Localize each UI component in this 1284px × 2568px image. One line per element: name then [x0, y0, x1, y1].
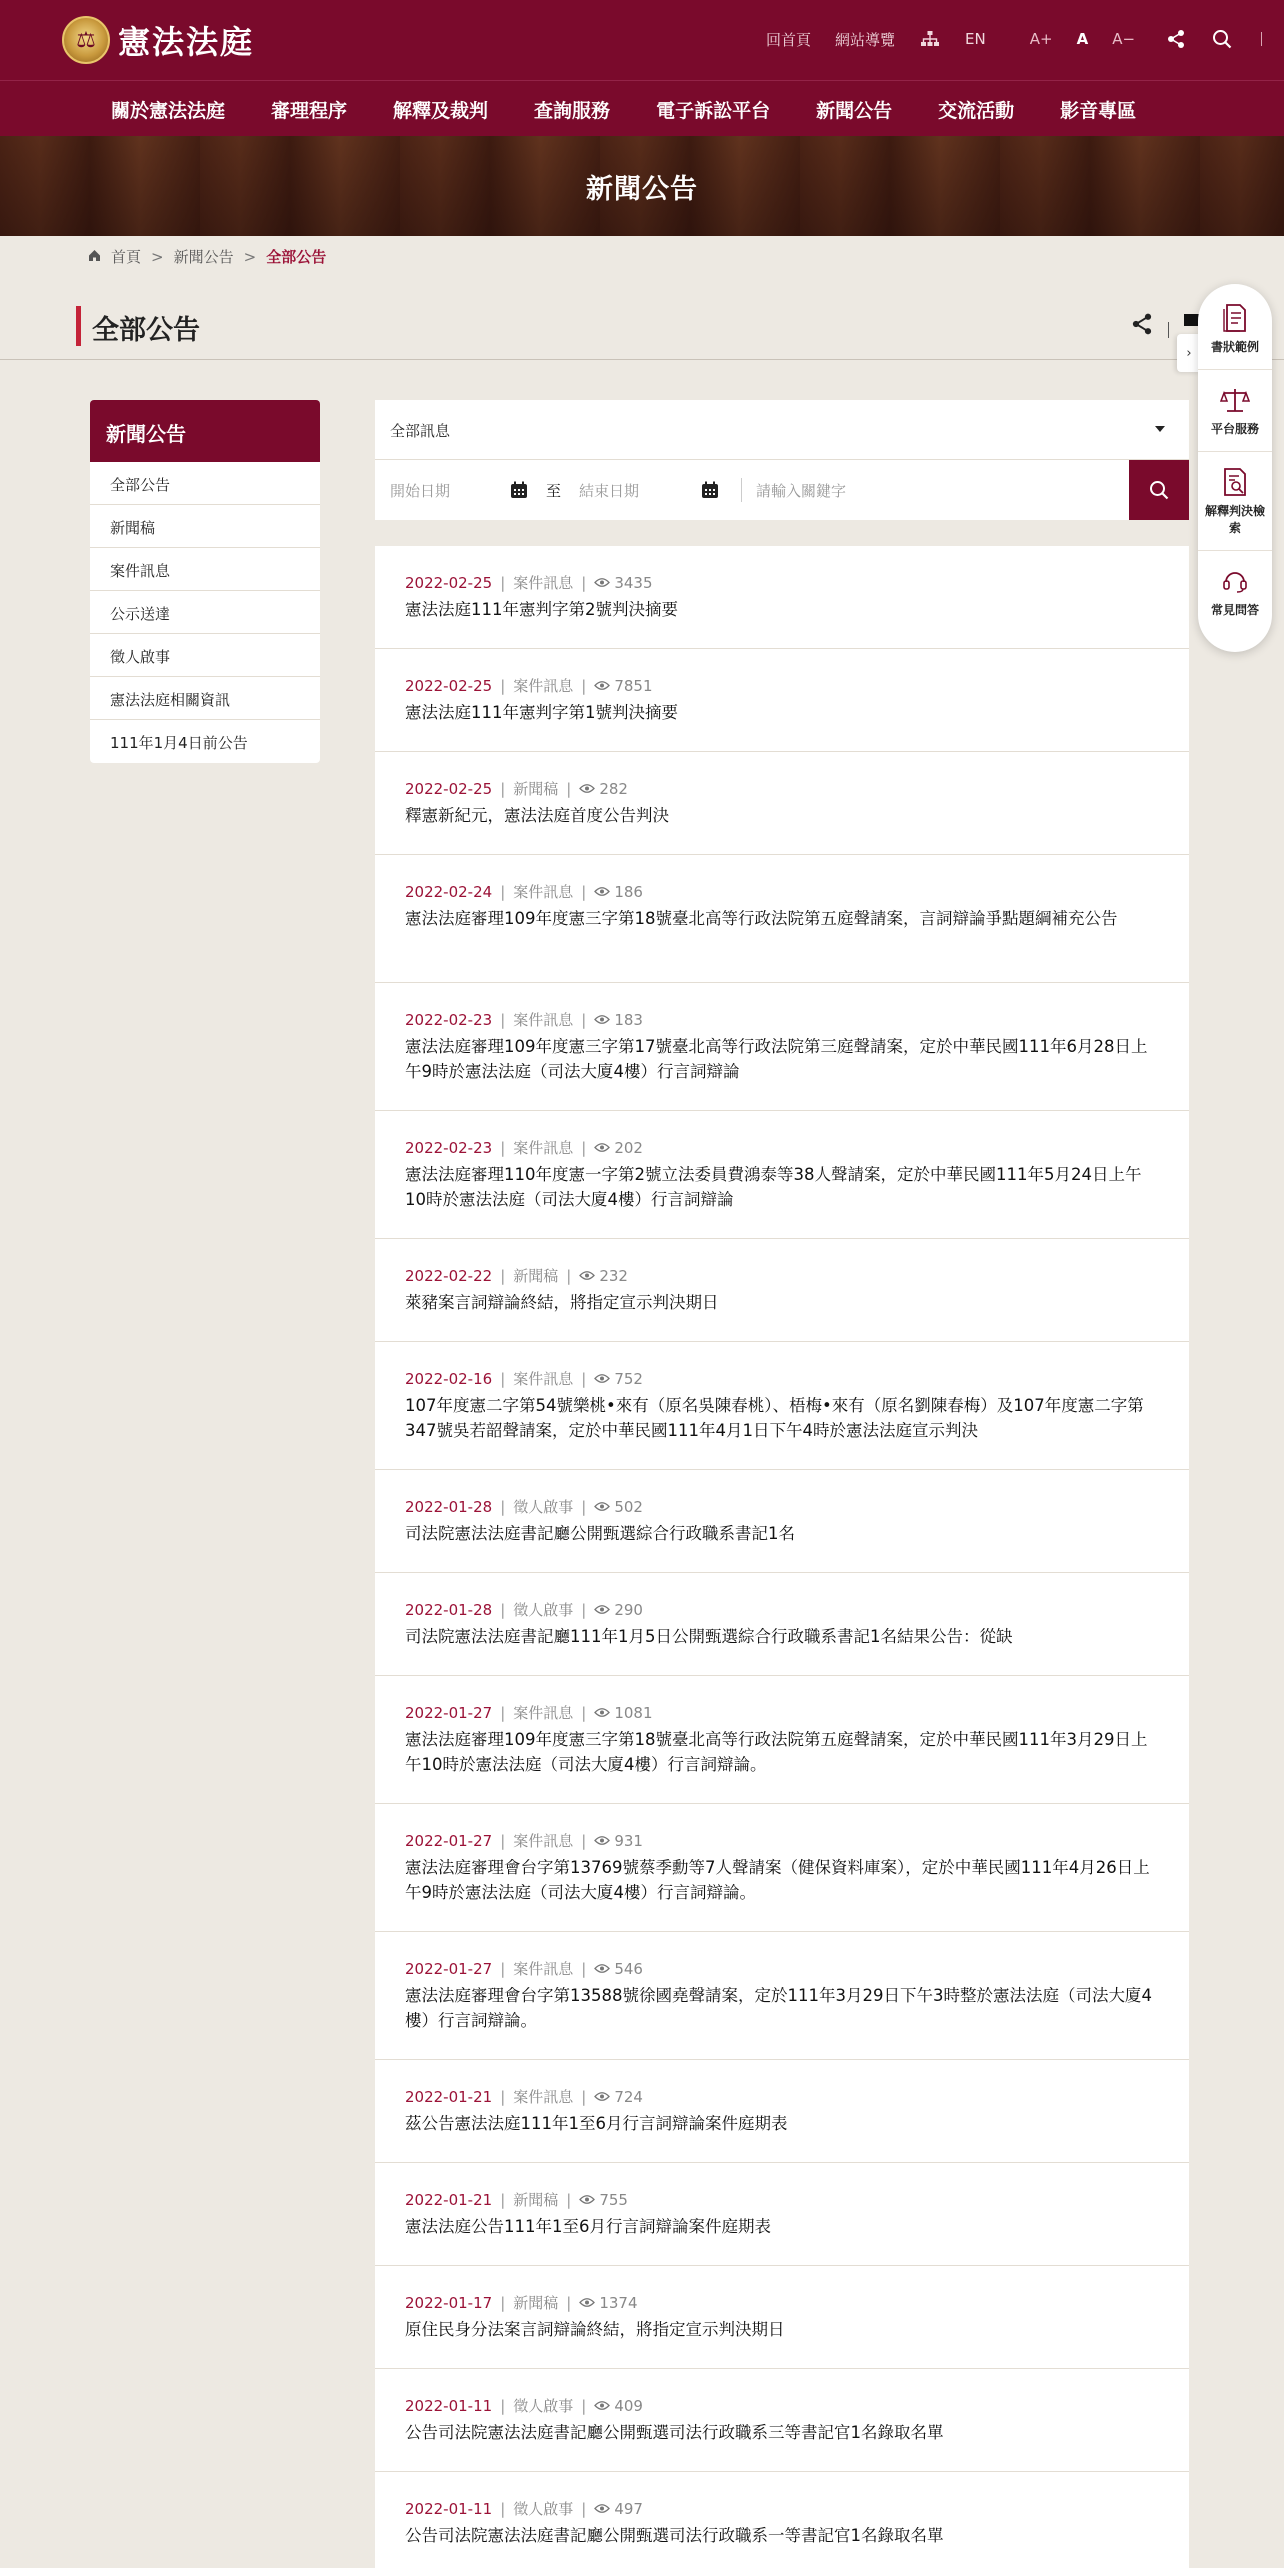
news-title[interactable]: 公告司法院憲法法庭書記廳公開甄選司法行政職系三等書記官1名錄取名單: [405, 2423, 944, 2442]
news-item[interactable]: [375, 2163, 1189, 2266]
news-date: 2022-02-24: [405, 882, 493, 901]
meta-separator: |: [500, 1266, 506, 1285]
meta-separator: |: [581, 1010, 587, 1029]
float-item-templates[interactable]: [1198, 302, 1272, 369]
meta-separator: |: [581, 1959, 587, 1978]
sidebar-item-public-notice[interactable]: 公示送達: [90, 591, 320, 634]
news-item[interactable]: [375, 752, 1189, 855]
news-views: 409: [614, 2396, 643, 2415]
news-category: 案件訊息: [513, 574, 574, 592]
sidebar-item-related-info[interactable]: 憲法法庭相關資訊: [90, 677, 320, 720]
meta-separator: |: [500, 779, 506, 798]
banner-title: 新聞公告: [586, 173, 698, 205]
news-category: 案件訊息: [513, 1960, 574, 1978]
news-item[interactable]: [375, 1676, 1189, 1804]
news-meta: [405, 1830, 1159, 1851]
home-icon: [88, 248, 101, 266]
news-category: 案件訊息: [513, 883, 574, 901]
news-date: 2022-02-23: [405, 1010, 493, 1029]
meta-separator: |: [581, 882, 587, 901]
breadcrumb: [88, 246, 326, 267]
news-date: 2022-02-22: [405, 1266, 493, 1285]
news-date: 2022-01-27: [405, 1831, 493, 1850]
breadcrumb-separator: >: [243, 247, 257, 266]
meta-separator: |: [581, 1369, 587, 1388]
news-date: 2022-01-11: [405, 2396, 493, 2415]
header-divider: [1261, 32, 1262, 46]
float-label: 書狀範例: [1210, 340, 1259, 354]
news-item[interactable]: [375, 1111, 1189, 1239]
news-views: 186: [614, 882, 643, 901]
news-meta: [405, 572, 1159, 593]
news-title[interactable]: 憲法法庭審理110年度憲一字第2號立法委員費鴻泰等38人聲請案，定於中華民國111年5月24日上午10時於憲法法庭（司法大廈4樓）行言詞辯論: [405, 1165, 1142, 1209]
meta-separator: |: [500, 1959, 506, 1978]
news-title[interactable]: 憲法法庭審理會台字第13588號徐國堯聲請案，定於111年3月29日下午3時整於憲法法庭（司法大廈4樓）行言詞辯論。: [405, 1986, 1152, 2030]
keyword-input[interactable]: 請輸入關鍵字: [756, 481, 847, 500]
news-meta: [405, 1368, 1159, 1389]
sidebar-title: 新聞公告: [90, 400, 320, 462]
news-item[interactable]: [375, 1470, 1189, 1573]
meta-separator: |: [581, 1703, 587, 1722]
news-category: 案件訊息: [513, 1011, 574, 1029]
category-value: 全部訊息: [390, 422, 451, 440]
news-date: 2022-01-21: [405, 2087, 493, 2106]
sidebar-item-recruitment[interactable]: 徵人啟事: [90, 634, 320, 677]
news-title[interactable]: 憲法法庭審理109年度憲三字第18號臺北高等行政法院第五庭聲請案，言詞辯論爭點題綱補充公告: [405, 909, 1118, 928]
meta-separator: |: [500, 882, 506, 901]
eye-icon: [594, 1373, 610, 1384]
news-date: 2022-02-25: [405, 573, 493, 592]
float-item-platform[interactable]: [1198, 369, 1272, 451]
chevron-down-icon: [1155, 426, 1165, 432]
eye-icon: [594, 2091, 610, 2102]
news-category: 新聞稿: [513, 2294, 559, 2312]
meta-separator: |: [566, 779, 572, 798]
nav-rulings[interactable]: 解釋及裁判: [393, 99, 489, 122]
news-title[interactable]: 憲法法庭111年憲判字第1號判決摘要: [405, 703, 678, 722]
meta-separator: |: [566, 2293, 572, 2312]
eye-icon: [579, 783, 595, 794]
news-date: 2022-01-27: [405, 1959, 493, 1978]
news-title[interactable]: 憲法法庭公告111年1至6月行言詞辯論案件庭期表: [405, 2217, 771, 2236]
main-nav: [0, 80, 1284, 136]
calendar-icon[interactable]: [701, 481, 719, 499]
site-logo[interactable]: [62, 16, 254, 64]
sidebar-item-archive[interactable]: 111年1月4日前公告: [110, 734, 248, 752]
news-item[interactable]: [375, 983, 1189, 1111]
meta-separator: |: [500, 1703, 506, 1722]
meta-separator: |: [581, 2087, 587, 2106]
meta-separator: |: [500, 573, 506, 592]
news-category: 新聞稿: [513, 2191, 559, 2209]
share-icon[interactable]: [1165, 28, 1187, 50]
float-label: 解釋判決檢索: [1204, 504, 1265, 535]
scales-icon: [1202, 384, 1268, 416]
meta-separator: |: [500, 2190, 506, 2209]
news-views: 183: [614, 1010, 643, 1029]
font-normal-button[interactable]: A: [1076, 30, 1089, 48]
page-share-icon[interactable]: [1130, 312, 1154, 340]
news-meta: [405, 2395, 1159, 2416]
meta-separator: |: [500, 1497, 506, 1516]
page-banner: [0, 136, 1284, 236]
news-category: 案件訊息: [513, 1704, 574, 1722]
meta-separator: |: [500, 1010, 506, 1029]
meta-separator: |: [500, 676, 506, 695]
site-header: [0, 0, 1284, 80]
news-title[interactable]: 憲法法庭審理會台字第13769號蔡季勳等7人聲請案（健保資料庫案），定於中華民國111年4月26日上午9時於憲法法庭（司法大廈4樓）行言詞辯論。: [405, 1858, 1150, 1902]
meta-separator: |: [500, 1831, 506, 1850]
news-title[interactable]: 原住民身分法案言詞辯論終結，將指定宣示判決期日: [405, 2320, 785, 2339]
eye-icon: [594, 1604, 610, 1615]
news-meta: [405, 881, 1159, 902]
news-item[interactable]: [375, 546, 1189, 649]
font-size-controls: [1030, 30, 1135, 48]
font-larger-button[interactable]: A+: [1029, 30, 1053, 48]
news-date: 2022-02-16: [405, 1369, 493, 1388]
news-category: 徵人啟事: [513, 1498, 574, 1516]
news-title[interactable]: 司法院憲法法庭書記廳公開甄選綜合行政職系書記1名: [405, 1524, 795, 1543]
calendar-icon[interactable]: [510, 481, 528, 499]
news-title[interactable]: 憲法法庭審理109年度憲三字第18號臺北高等行政法院第五庭聲請案，定於中華民國111年3月29日上午10時於憲法法庭（司法大廈4樓）行言詞辯論。: [405, 1730, 1148, 1774]
news-meta: [405, 1265, 1159, 1286]
news-title[interactable]: 釋憲新紀元，憲法法庭首度公告判決: [405, 806, 669, 825]
meta-separator: |: [500, 2087, 506, 2106]
search-icon: [1149, 480, 1169, 500]
news-title[interactable]: 憲法法庭審理109年度憲三字第17號臺北高等行政法院第三庭聲請案，定於中華民國111年6月28日上午9時於憲法法庭（司法大廈4樓）行言詞辯論: [405, 1037, 1148, 1081]
news-meta: [405, 1496, 1159, 1517]
meta-separator: |: [581, 573, 587, 592]
news-category: 案件訊息: [513, 1370, 574, 1388]
news-date: 2022-01-28: [405, 1600, 493, 1619]
breadcrumb-news[interactable]: 新聞公告: [173, 248, 234, 266]
field-divider: [741, 478, 742, 502]
news-meta: [405, 1137, 1159, 1158]
news-views: 497: [614, 2499, 643, 2518]
news-item[interactable]: [375, 2266, 1189, 2369]
sidebar-item-press[interactable]: 新聞稿: [90, 505, 320, 548]
news-date: 2022-01-21: [405, 2190, 493, 2209]
news-date: 2022-01-27: [405, 1703, 493, 1722]
news-views: 232: [599, 1266, 628, 1285]
start-date-input[interactable]: 開始日期: [390, 481, 451, 500]
nav-query[interactable]: 查詢服務: [534, 99, 611, 122]
home-link[interactable]: 回首頁: [766, 30, 812, 49]
nav-about[interactable]: 關於憲法法庭: [111, 99, 226, 122]
news-category: 案件訊息: [513, 677, 574, 695]
news-views: 931: [614, 1831, 643, 1850]
news-title[interactable]: 107年度憲二字第54號樂桃•來有（原名吳陳春桃）、梧梅•來有（原名劉陳春梅）及107年度憲二字第347號吳若韶聲請案，定於中華民國111年4月1日下午4時於憲法法庭宣示判決: [405, 1396, 1144, 1440]
filter-panel: [375, 400, 1189, 520]
nav-news[interactable]: 新聞公告: [816, 99, 893, 122]
news-views: 290: [614, 1600, 643, 1619]
meta-separator: |: [581, 1497, 587, 1516]
logo-text: 憲法法庭: [118, 23, 255, 61]
meta-separator: |: [500, 1369, 506, 1388]
utility-links: [766, 28, 1262, 50]
sidebar-item-case-info[interactable]: 案件訊息: [90, 548, 320, 591]
meta-separator: |: [581, 2499, 587, 2518]
eye-icon: [579, 1270, 595, 1281]
nav-procedure[interactable]: 審理程序: [271, 99, 348, 122]
page-heading: [0, 300, 1284, 360]
meta-separator: |: [500, 2293, 506, 2312]
news-date: 2022-02-25: [405, 779, 493, 798]
news-category: 案件訊息: [513, 2088, 574, 2106]
floating-menu: [1198, 284, 1272, 652]
news-views: 546: [614, 1959, 643, 1978]
document-icon: [1202, 302, 1268, 334]
collapse-float-menu-button[interactable]: ›: [1177, 334, 1201, 372]
search-button[interactable]: [1129, 460, 1189, 520]
eye-icon: [594, 2503, 610, 2514]
news-date: 2022-01-28: [405, 1497, 493, 1516]
news-item[interactable]: [375, 855, 1189, 983]
news-views: 1374: [599, 2293, 638, 2312]
eye-icon: [594, 1014, 610, 1025]
news-item[interactable]: [375, 2369, 1189, 2472]
news-meta: [405, 1958, 1159, 1979]
news-meta: [405, 2086, 1159, 2107]
meta-separator: |: [581, 2396, 587, 2415]
news-meta: [405, 2292, 1159, 2313]
news-views: 7851: [614, 676, 653, 695]
sitemap-link[interactable]: 網站導覽: [835, 30, 896, 49]
breadcrumb-separator: >: [151, 247, 164, 266]
eye-icon: [594, 680, 610, 691]
news-meta: [405, 1702, 1159, 1723]
float-label: 平台服務: [1210, 422, 1259, 436]
sidebar-item-all[interactable]: 全部公告: [90, 462, 320, 505]
news-views: 502: [614, 1497, 643, 1516]
heading-divider: [1168, 322, 1169, 338]
news-title[interactable]: 茲公告憲法法庭111年1至6月行言詞辯論案件庭期表: [405, 2114, 788, 2133]
nav-e-litigation[interactable]: 電子訴訟平台: [656, 99, 771, 122]
heading-accent-bar: [76, 306, 81, 346]
news-category: 新聞稿: [513, 1267, 559, 1285]
news-category: 新聞稿: [513, 780, 559, 798]
news-category: 徵人啟事: [513, 2397, 574, 2415]
news-item[interactable]: [375, 1932, 1189, 2060]
news-list: [375, 546, 1189, 2568]
meta-separator: |: [581, 1600, 587, 1619]
breadcrumb-current: 全部公告: [266, 248, 327, 266]
category-select[interactable]: [375, 400, 1189, 460]
news-category: 案件訊息: [513, 1139, 574, 1157]
end-date-input[interactable]: 結束日期: [579, 481, 640, 500]
news-meta: [405, 778, 1159, 799]
float-label: 常見問答: [1210, 603, 1259, 617]
news-views: 724: [614, 2087, 643, 2106]
meta-separator: |: [500, 2396, 506, 2415]
meta-separator: |: [581, 1831, 587, 1850]
eye-icon: [594, 1835, 610, 1846]
news-meta: [405, 675, 1159, 696]
meta-separator: |: [581, 1138, 587, 1157]
float-item-search-rulings[interactable]: [1198, 451, 1272, 550]
meta-separator: |: [500, 1138, 506, 1157]
document-search-icon: [1202, 466, 1268, 498]
sitemap-icon[interactable]: [919, 28, 941, 50]
news-title[interactable]: 憲法法庭111年憲判字第2號判決摘要: [405, 600, 678, 619]
news-item[interactable]: [375, 1804, 1189, 1932]
eye-icon: [579, 2194, 595, 2205]
eye-icon: [594, 1963, 610, 1974]
news-views: 1081: [614, 1703, 653, 1722]
eye-icon: [594, 2400, 610, 2411]
english-link[interactable]: EN: [965, 30, 986, 48]
news-date: 2022-01-17: [405, 2293, 493, 2312]
meta-separator: |: [500, 1600, 506, 1619]
news-category: 徵人啟事: [513, 1601, 574, 1619]
headset-icon: [1202, 565, 1268, 597]
news-category: 案件訊息: [513, 1832, 574, 1850]
news-views: 752: [614, 1369, 643, 1388]
eye-icon: [594, 1707, 610, 1718]
meta-separator: |: [566, 2190, 572, 2209]
eye-icon: [594, 1142, 610, 1153]
nav-media[interactable]: 影音專區: [1060, 99, 1137, 122]
news-item[interactable]: [375, 1342, 1189, 1470]
news-title[interactable]: 萊豬案言詞辯論終結，將指定宣示判決期日: [405, 1293, 719, 1312]
court-seal-icon: ⚖: [62, 16, 110, 64]
news-views: 755: [599, 2190, 628, 2209]
eye-icon: [594, 1501, 610, 1512]
page-title: 全部公告: [92, 315, 200, 346]
news-category: 徵人啟事: [513, 2500, 574, 2518]
meta-separator: |: [500, 2499, 506, 2518]
news-meta: [405, 1599, 1159, 1620]
news-item[interactable]: [375, 1239, 1189, 1342]
news-item[interactable]: [375, 649, 1189, 752]
news-views: 3435: [614, 573, 653, 592]
eye-icon: [594, 886, 610, 897]
news-date: 2022-02-23: [405, 1138, 493, 1157]
news-item[interactable]: [375, 1573, 1189, 1676]
eye-icon: [579, 2297, 595, 2308]
news-views: 202: [614, 1138, 643, 1157]
date-range-separator: 至: [546, 481, 562, 500]
eye-icon: [594, 577, 610, 588]
news-meta: [405, 2498, 1159, 2519]
news-title[interactable]: 公告司法院憲法法庭書記廳公開甄選司法行政職系一等書記官1名錄取名單: [405, 2526, 944, 2545]
float-item-faq[interactable]: [1198, 550, 1272, 632]
sidebar: [90, 400, 320, 763]
font-smaller-button[interactable]: A−: [1112, 30, 1136, 48]
news-views: 282: [599, 779, 628, 798]
nav-exchange[interactable]: 交流活動: [938, 99, 1015, 122]
meta-separator: |: [581, 676, 587, 695]
breadcrumb-home[interactable]: 首頁: [111, 248, 142, 266]
news-title[interactable]: 司法院憲法法庭書記廳111年1月5日公開甄選綜合行政職系書記1名結果公告：從缺: [405, 1627, 1013, 1646]
news-meta: [405, 1009, 1159, 1030]
news-item[interactable]: [375, 2472, 1189, 2568]
news-meta: [405, 2189, 1159, 2210]
search-icon[interactable]: [1211, 28, 1233, 50]
news-date: 2022-01-11: [405, 2499, 493, 2518]
meta-separator: |: [566, 1266, 572, 1285]
news-item[interactable]: [375, 2060, 1189, 2163]
news-date: 2022-02-25: [405, 676, 493, 695]
